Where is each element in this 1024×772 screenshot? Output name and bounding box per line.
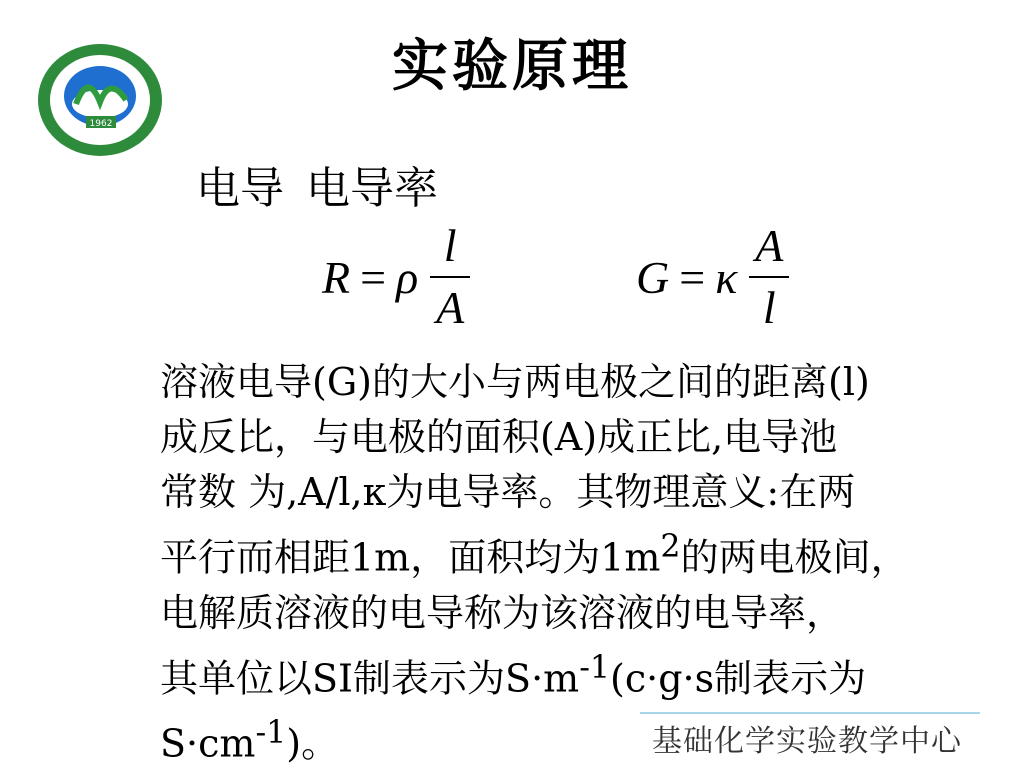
line7-superscript: -1 (255, 715, 287, 752)
line4-text-a: 平行而相距1m，面积均为1m (160, 535, 661, 580)
formula2-equals: = (679, 251, 706, 303)
subtitle-conductivity: 电导率 (306, 163, 438, 214)
line4-text-b: 的两电极间， (680, 535, 909, 580)
formula1-fraction (430, 222, 470, 332)
subtitle-conductance: 电导 (196, 163, 284, 214)
resistance-formula (322, 222, 470, 332)
paragraph-line-3: 常数 为,A/l,κ为电导率。其物理意义:在两 (160, 470, 856, 514)
line4-superscript: 2 (660, 529, 681, 565)
line6-text-b: (c·g·s制表示为 (610, 656, 867, 701)
footer-divider (640, 712, 980, 714)
paragraph-line-1: 溶液电导(G)的大小与两电极之间的距离(l) (160, 360, 870, 404)
line7-text-a: S·cm (160, 721, 256, 766)
line7-text-b: )。 (286, 721, 340, 766)
formula2-fraction-bar (749, 276, 789, 278)
paragraph-line-2: 成反比，与电极的面积(A)成正比,电导池 (160, 415, 838, 459)
formula1-fraction-bar (430, 276, 470, 278)
formula2-fraction (749, 222, 789, 332)
subtitle (196, 152, 438, 216)
explanation-paragraph (160, 355, 1008, 772)
paragraph-line-5: 电解质溶液的电导称为该溶液的电导率， (160, 590, 845, 635)
paragraph-line-6 (160, 641, 1008, 707)
line6-text-a: 其单位以SI制表示为S·m (160, 656, 580, 701)
paragraph-line-4 (160, 520, 1008, 586)
line6-superscript: -1 (579, 649, 611, 686)
formula1-denominator: A (436, 282, 465, 333)
formula2-numerator: A (755, 220, 784, 271)
formula2-coefficient: κ (715, 251, 738, 303)
footer-label: 基础化学实验教学中心 (652, 724, 962, 759)
formula1-coefficient: ρ (396, 251, 419, 303)
logo-year: 1962 (89, 119, 113, 129)
formula2-lhs: G (636, 251, 670, 303)
formula1-numerator: l (443, 220, 457, 271)
formula1-equals: = (360, 251, 387, 303)
page-title: 实验原理 (392, 33, 632, 99)
formula1-lhs: R (322, 251, 351, 303)
formula2-denominator: l (762, 282, 776, 333)
conductance-formula (636, 222, 789, 332)
